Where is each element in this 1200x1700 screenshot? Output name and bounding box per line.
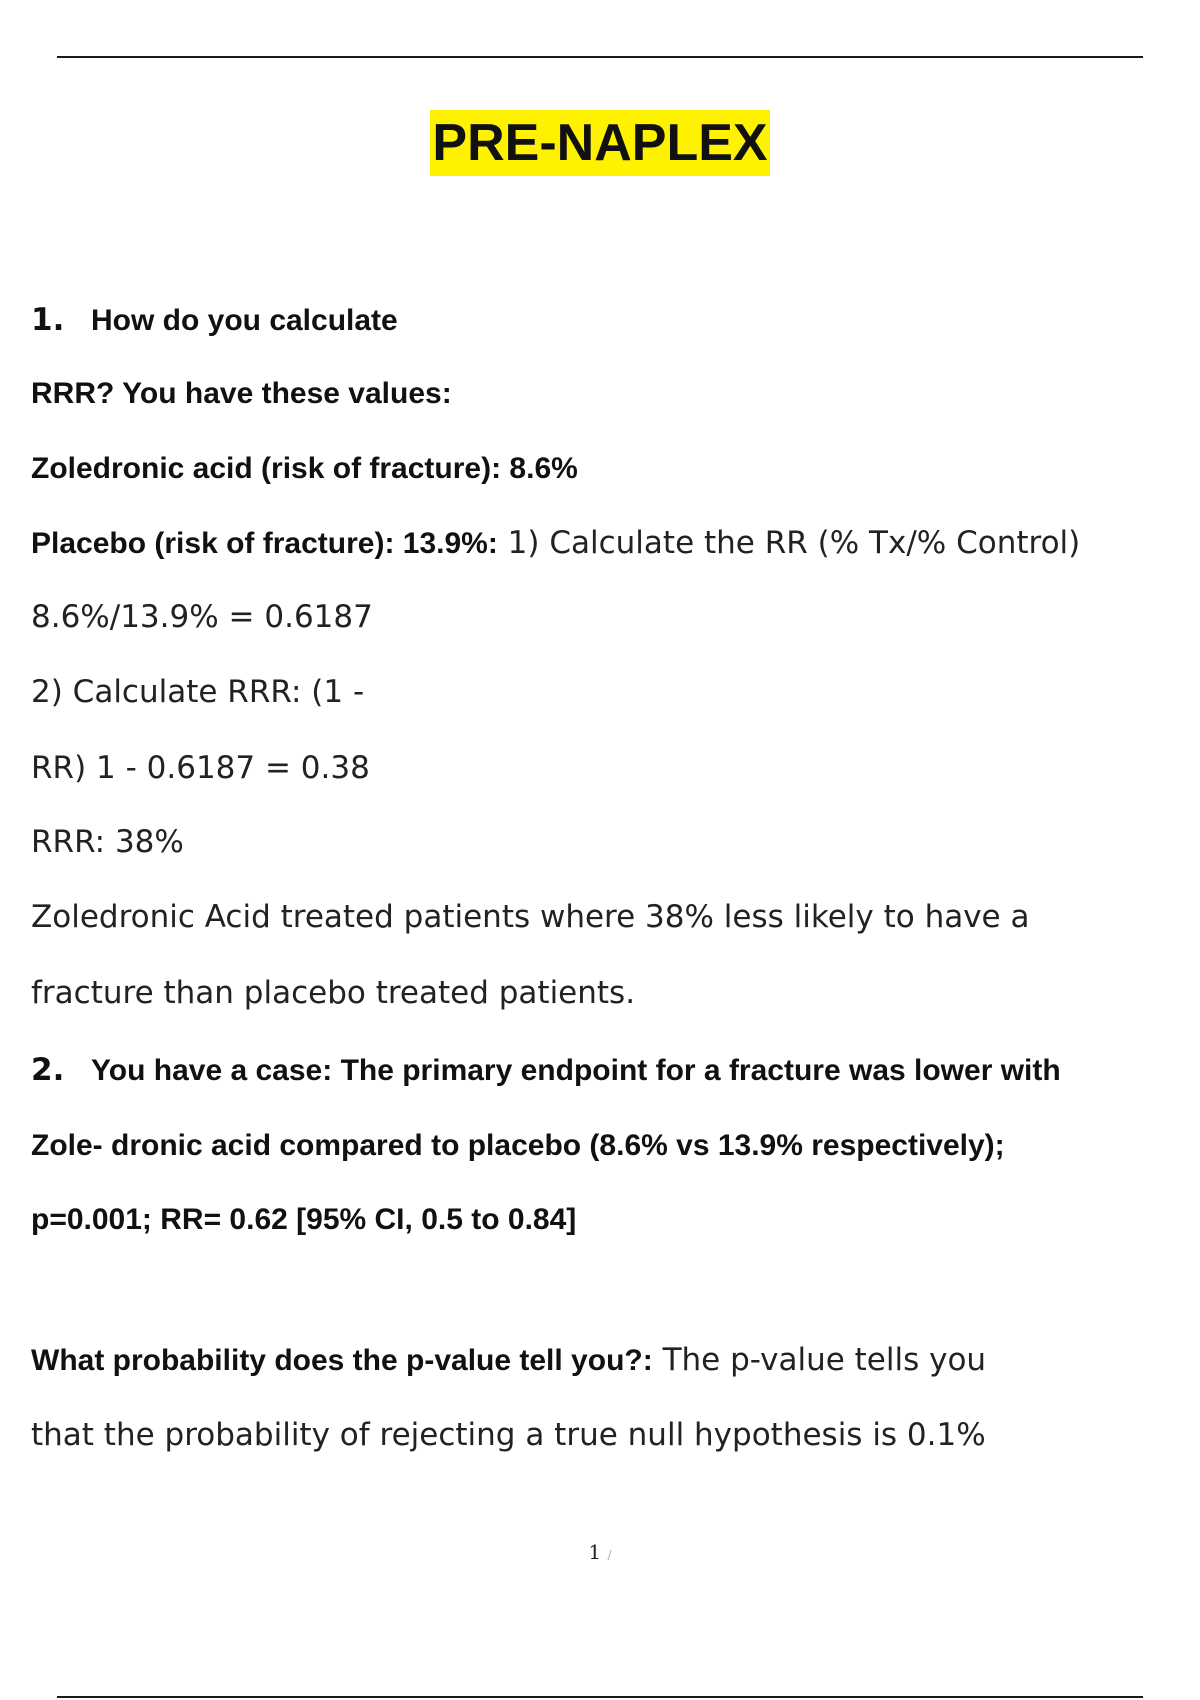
page-separator: / [607,1548,612,1562]
page-title: PRE-NAPLEX [430,110,769,176]
q2-line-3 [31,1199,576,1240]
q1-text-1: How do you calculate [91,304,398,337]
q1-line-9 [31,897,1029,937]
q1-text-7: RR) 1 - 0.6187 = 0.38 [31,750,370,786]
q1-text-10: fracture than placebo treated patients. [31,975,636,1011]
bottom-rule [57,1696,1143,1698]
q1-text-8: RRR: 38% [31,824,184,860]
q1-line-1 [31,300,398,341]
q1-line-7 [31,748,370,788]
q1-line-8 [31,822,184,862]
q1-line-2 [31,373,452,414]
q1-line-5 [31,597,373,637]
q1-text-4-rest: 1) Calculate the RR (% Tx/% Control) [497,525,1081,561]
q2-line-2 [31,1125,1005,1166]
q1-text-4-bold: Placebo (risk of fracture): 13.9%: [31,527,498,560]
q2-answer-part-1: The p-value tells you [652,1342,987,1378]
q1-text-6: 2) Calculate RRR: (1 - [31,674,365,710]
q1-line-3 [31,448,578,489]
q1-line-4 [31,523,1080,564]
q2-number: 2. [31,1052,65,1088]
page-number: 1 [588,1540,602,1564]
q1-text-5: 8.6%/13.9% = 0.6187 [31,599,373,635]
q1-text-2: RRR? You have these values: [31,377,452,410]
q2-question-line [31,1340,986,1381]
q1-text-9: Zoledronic Acid treated patients where 38% less likely to have a [31,899,1030,935]
q1-line-6 [31,672,364,712]
q2-answer-part-2: that the probability of rejecting a true null hypothesis is 0.1% [31,1417,986,1453]
q2-question: What probability does the p-value tell you?: [31,1344,653,1377]
page-number-footer [0,1540,1200,1564]
q1-number: 1. [31,302,65,338]
q2-text-1: You have a case: The primary endpoint for a fracture was lower with [91,1054,1061,1087]
q2-text-3: p=0.001; RR= 0.62 [95% CI, 0.5 to 0.84] [31,1203,577,1236]
title-container [0,110,1200,176]
q2-text-2: Zole- dronic acid compared to placebo (8.6% vs 13.9% respectively); [31,1129,1005,1162]
q2-line-1 [31,1050,1061,1091]
top-rule [57,56,1143,58]
q2-answer-line-2 [31,1415,986,1455]
q1-line-10 [31,973,635,1013]
q1-text-3: Zoledronic acid (risk of fracture): 8.6% [31,452,578,485]
